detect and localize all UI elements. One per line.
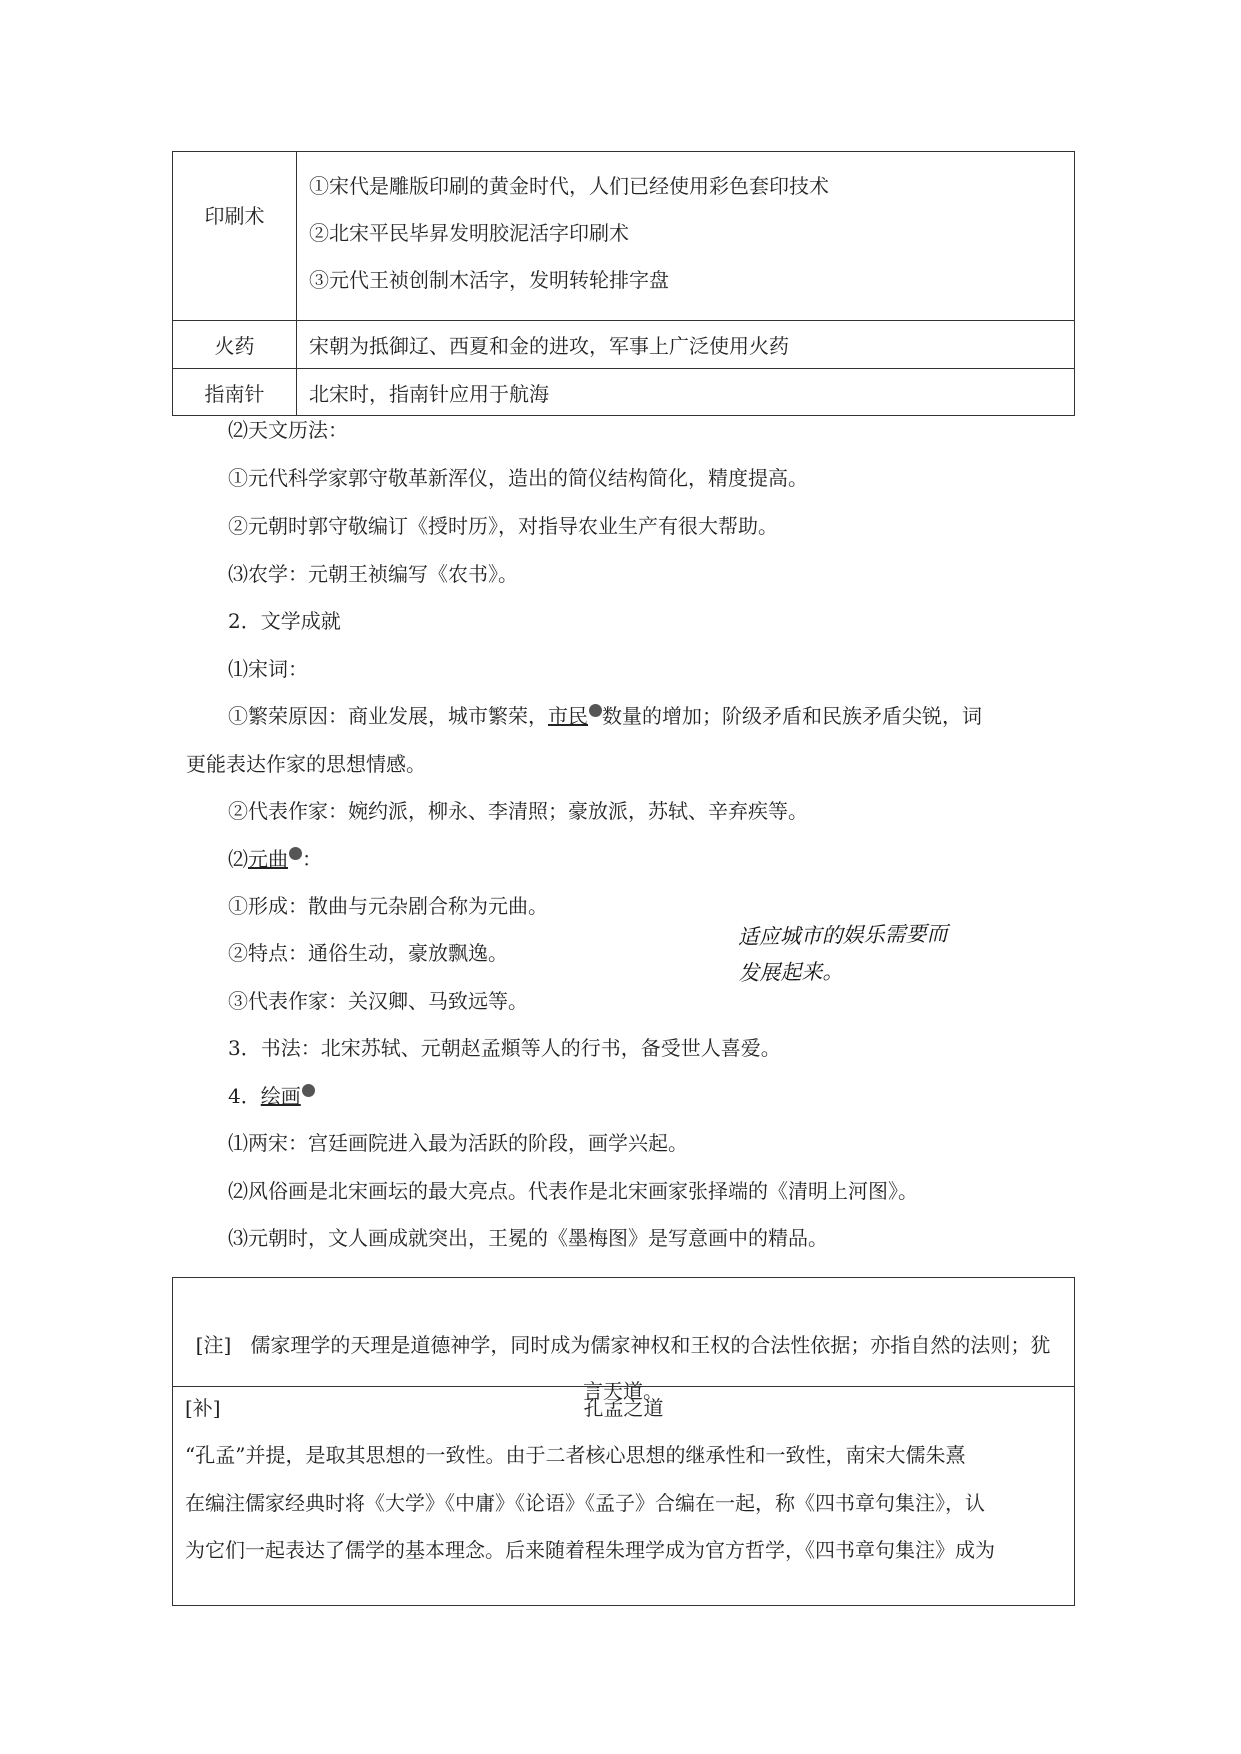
- supplement-line: 在编注儒家经典时将《大学》《中庸》《论语》《孟子》合编在一起，称《四书章句集注》，认: [185, 1491, 985, 1515]
- table-row: [173, 369, 1075, 416]
- underlined-term: 元曲: [248, 847, 288, 871]
- section-heading: 2．文学成就: [228, 609, 341, 633]
- tech-name-cell: 印刷术: [173, 152, 297, 321]
- text-run: ①繁荣原因：商业发展，城市繁荣，: [228, 704, 548, 728]
- supplement-line: 为它们一起表达了儒学的基本理念。后来随着程朱理学成为官方哲学，《四书章句集注》成为: [185, 1538, 995, 1562]
- table-row: [173, 321, 1075, 369]
- table-item: ②北宋平民毕昇发明胶泥活字印刷术: [309, 221, 629, 245]
- paragraph: ①形成：散曲与元杂剧合称为元曲。: [228, 894, 548, 918]
- handwritten-line: 发展起来。: [738, 959, 844, 986]
- paragraph: 更能表达作家的思想情感。: [186, 752, 426, 776]
- paragraph: ⑴两宋：宫廷画院进入最为活跃的阶段，画学兴起。: [228, 1131, 688, 1155]
- text-run: ：: [302, 847, 322, 871]
- paragraph: ③代表作家：关汉卿、马致远等。: [228, 989, 528, 1013]
- note-body: 儒家理学的天理是道德神学，同时成为儒家神权和王权的合法性依据；亦指自然的法则；犹言天道。: [250, 1333, 1051, 1403]
- text-run: 数量的增加；阶级矛盾和民族矛盾尖锐，词: [602, 704, 982, 728]
- handwritten-note: [737, 915, 988, 991]
- underlined-term: 绘画: [260, 1084, 301, 1108]
- tech-detail-cell: 宋朝为抵御辽、西夏和金的进攻，军事上广泛使用火药: [297, 321, 1075, 369]
- paragraph: ②代表作家：婉约派，柳永、李清照；豪放派，苏轼、辛弃疾等。: [228, 799, 808, 823]
- annotation-marker-icon: [302, 1084, 315, 1097]
- technology-table: [172, 151, 1075, 416]
- text-run: ⑵: [228, 847, 248, 871]
- tech-name-cell: 指南针: [173, 369, 297, 416]
- section-heading: ⑵天文历法：: [228, 418, 348, 442]
- annotation-marker-icon: [589, 704, 602, 717]
- tech-name-cell: 火药: [173, 321, 297, 369]
- paragraph: 3．书法：北宋苏轼、元朝赵孟頫等人的行书，备受世人喜爱。: [228, 1036, 781, 1060]
- annotation-marker-icon: [289, 847, 302, 860]
- supplement-box: [172, 1386, 1075, 1606]
- tech-detail-cell: [297, 152, 1075, 321]
- paragraph: [228, 702, 982, 730]
- section-heading: ⑴宋词：: [228, 657, 308, 681]
- supplement-label: [补]: [185, 1396, 221, 1420]
- text-run: 4．: [228, 1084, 261, 1108]
- paragraph: ①元代科学家郭守敬革新浑仪，造出的简仪结构简化，精度提高。: [228, 466, 808, 490]
- section-heading: [228, 1082, 315, 1110]
- tech-detail-cell: 北宋时，指南针应用于航海: [297, 369, 1075, 416]
- supplement-line: “孔孟”并提，是取其思想的一致性。由于二者核心思想的继承性和一致性，南宋大儒朱熹: [185, 1443, 966, 1467]
- paragraph: ②特点：通俗生动，豪放飘逸。: [228, 941, 508, 965]
- paragraph: ⑶元朝时，文人画成就突出，王冕的《墨梅图》是写意画中的精品。: [228, 1226, 828, 1250]
- paragraph: ②元朝时郭守敬编订《授时历》，对指导农业生产有很大帮助。: [228, 514, 778, 538]
- section-heading: [228, 845, 322, 873]
- supplement-title: 孔孟之道: [583, 1396, 664, 1420]
- note-box: [172, 1277, 1075, 1403]
- table-item: ③元代王祯创制木活字，发明转轮排字盘: [309, 268, 669, 292]
- paragraph: ⑵风俗画是北宋画坛的最大亮点。代表作是北宋画家张择端的《清明上河图》。: [228, 1179, 918, 1203]
- paragraph: ⑶农学：元朝王祯编写《农书》。: [228, 562, 518, 586]
- table-item: ①宋代是雕版印刷的黄金时代，人们已经使用彩色套印技术: [309, 174, 829, 198]
- note-label: [注]: [195, 1333, 232, 1357]
- underlined-term: 市民: [548, 704, 588, 728]
- handwritten-line: 适应城市的娱乐需要而: [737, 921, 948, 950]
- table-row: [173, 152, 1075, 321]
